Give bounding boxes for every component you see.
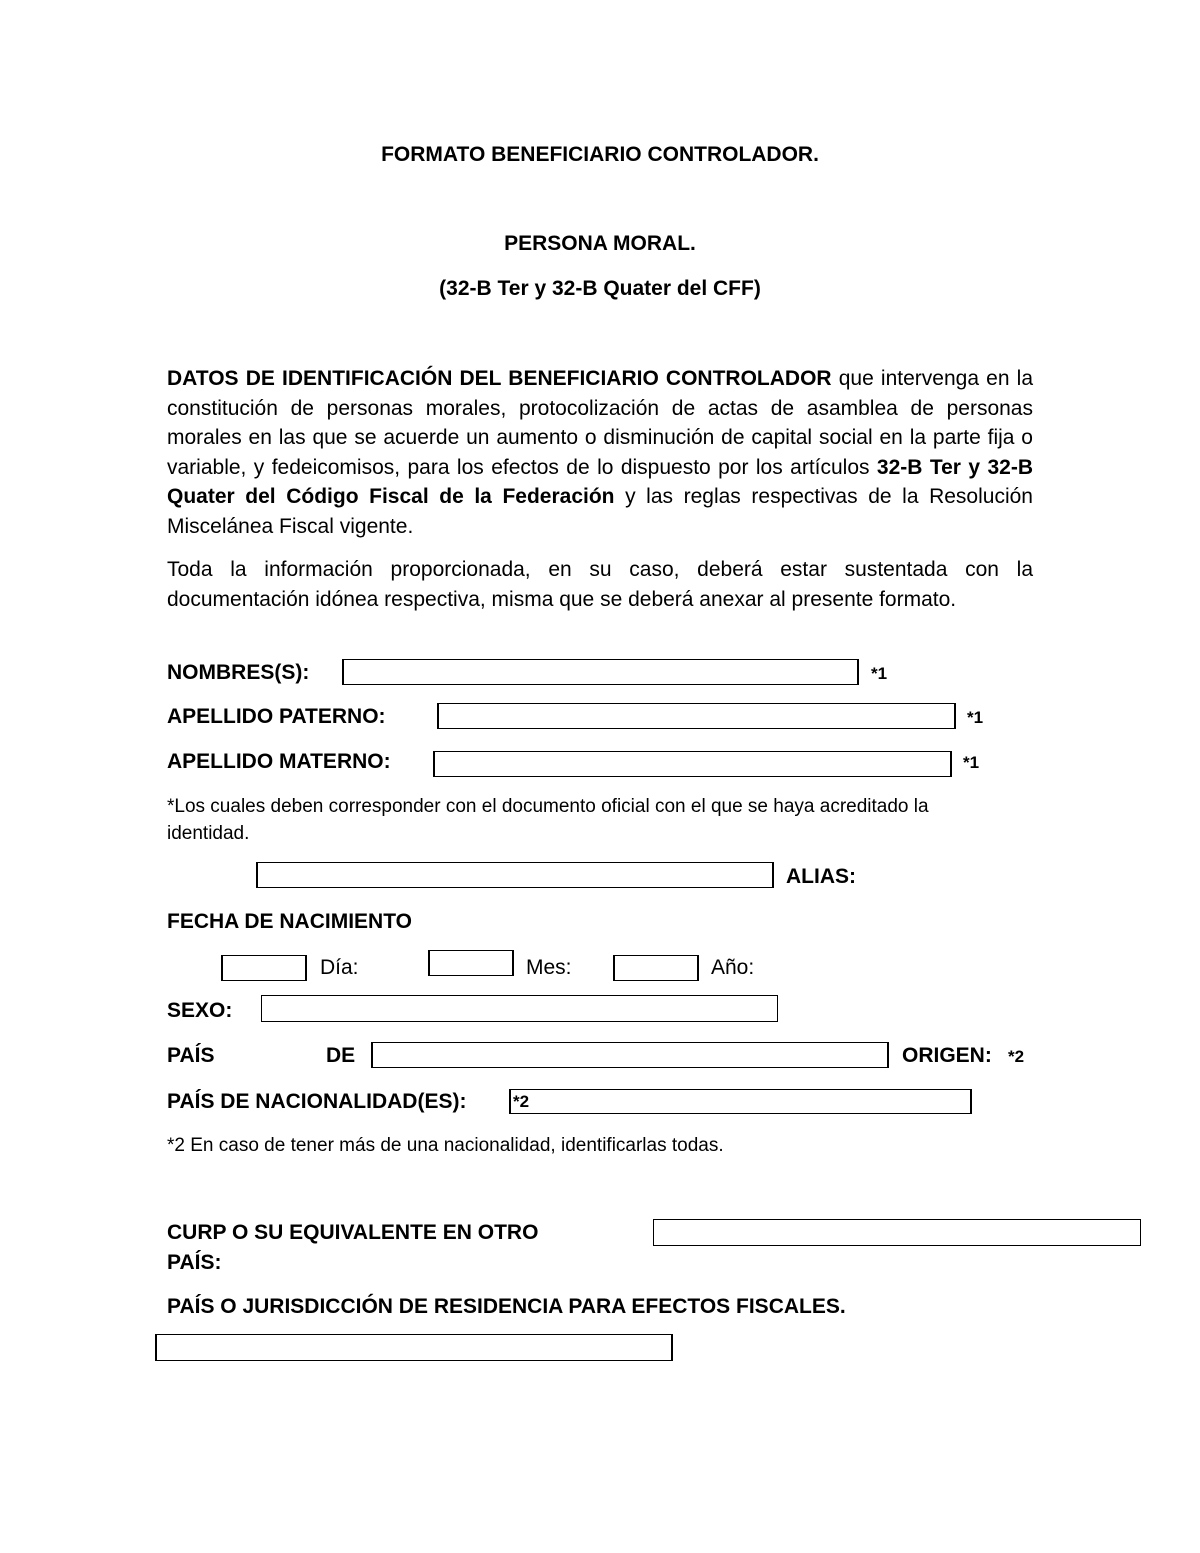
paterno-label: APELLIDO PATERNO: (167, 705, 386, 728)
fecha-nacimiento-label: FECHA DE NACIMIENTO (167, 910, 413, 933)
nacionalidad-label: PAÍS DE NACIONALIDAD(ES): (167, 1090, 467, 1113)
nombres-label: NOMBRES(S): (167, 661, 310, 684)
materno-label: APELLIDO MATERNO: (167, 750, 391, 773)
legal-reference: (32-B Ter y 32-B Quater del CFF) (439, 277, 761, 300)
sexo-field[interactable] (261, 995, 778, 1022)
nombres-field[interactable] (342, 659, 859, 685)
footnote-2: *2 En caso de tener más de una nacionalidad, identificarlas todas. (167, 1135, 724, 1156)
footnote-1-line2: identidad. (167, 823, 250, 844)
pais-origen-field[interactable] (371, 1042, 889, 1068)
origen-note-mark: *2 (1008, 1047, 1025, 1066)
intro-text-2: y las reglas respectivas de la Resolución Miscelánea Fiscal vigente. (167, 485, 1033, 538)
residencia-field[interactable] (155, 1334, 673, 1361)
intro-text-1: que intervenga en la constitución de personas morales, protocolización de actas de asamblea de personas morales en las que se acuerde un aumento o disminución de capital social en la parte fija o variable, y fedeicomisos, para los efectos de lo dispuesto por los artículos (167, 367, 1033, 479)
support-paragraph: Toda la información proporcionada, en su caso, deberá estar sustentada con la documentación idónea respectiva, misma que se deberá anexar al presente formato. (167, 558, 1033, 611)
form-subtitle: PERSONA MORAL. (504, 232, 696, 255)
form-title: FORMATO BENEFICIARIO CONTROLADOR. (381, 143, 819, 166)
materno-note-mark: *1 (963, 753, 980, 772)
paterno-note-mark: *1 (967, 708, 984, 727)
dia-label: Día: (320, 956, 359, 979)
intro-bold-lead: DATOS DE IDENTIFICACIÓN DEL BENEFICIARIO CONTROLADOR (167, 367, 832, 390)
curp-field[interactable] (653, 1219, 1141, 1246)
de-label: DE (326, 1044, 356, 1067)
nacionalidad-value: *2 (513, 1092, 530, 1111)
mes-field[interactable] (428, 950, 514, 976)
curp-label-line2: PAÍS: (167, 1251, 222, 1274)
nacionalidad-field[interactable] (509, 1089, 972, 1114)
mes-label: Mes: (526, 956, 572, 979)
sexo-label: SEXO: (167, 999, 233, 1022)
alias-label: ALIAS: (786, 865, 856, 888)
curp-label-line1: CURP O SU EQUIVALENTE EN OTRO (167, 1221, 539, 1244)
alias-field[interactable] (256, 862, 774, 888)
residencia-label: PAÍS O JURISDICCIÓN DE RESIDENCIA PARA EFECTOS FISCALES. (167, 1295, 846, 1318)
footnote-1-line1: *Los cuales deben corresponder con el documento oficial con el que se haya acreditado la (167, 796, 929, 817)
intro-bold-articles: 32-B Ter y 32-B Quater del Código Fiscal de la Federación (167, 455, 1033, 508)
intro-paragraph (167, 364, 1033, 541)
anio-field[interactable] (613, 955, 699, 981)
origen-label: ORIGEN: (902, 1044, 992, 1067)
paterno-field[interactable] (437, 703, 956, 729)
dia-field[interactable] (221, 955, 307, 981)
anio-label: Año: (711, 956, 755, 979)
nombres-note-mark: *1 (871, 664, 888, 683)
materno-field[interactable] (433, 751, 952, 777)
pais-label: PAÍS (167, 1044, 215, 1067)
